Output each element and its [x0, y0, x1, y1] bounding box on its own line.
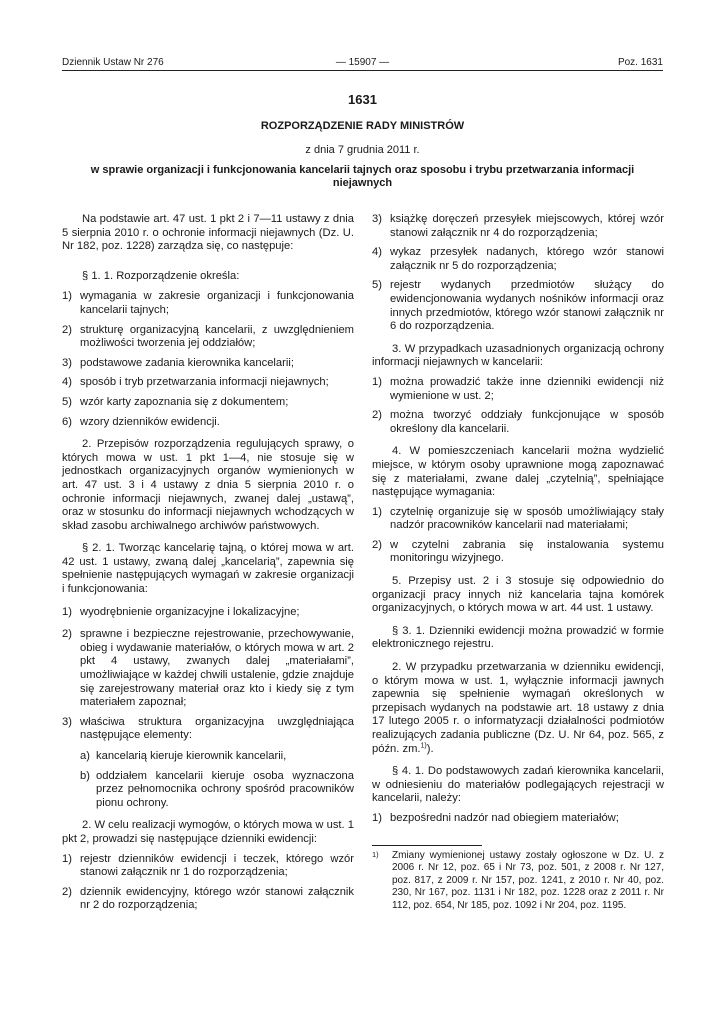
list-item: 4) sposób i tryb przetwarzania informacji niejawnych; [62, 376, 329, 389]
list-item: 2) w czytelni zabrania się instalowania systemu monitoringu wizyjnego. [372, 538, 664, 565]
journal-name: Dziennik Ustaw Nr 276 [62, 57, 164, 68]
footnote [372, 850, 664, 913]
list-item: 6) wzory dzienników ewidencji. [62, 415, 220, 428]
preamble: Na podstawie art. 47 ust. 1 pkt 2 i 7—11 ustawy z dnia 5 sierpnia 2010 r. o ochronie informacji niejawnych (Dz. U. Nr 182, poz. 1228) zarządza się, co następuje: [62, 213, 354, 253]
list-item: 1) wyodrębnienie organizacyjne i lokalizacyjne; [62, 605, 300, 618]
act-number: 1631 [348, 92, 377, 107]
list-item: 3) właściwa struktura organizacyjna uwzględniająca następujące elementy: [62, 715, 354, 742]
right-column [372, 213, 664, 913]
sub-list-item: b) oddziałem kancelarii kieruje osoba wyznaczona przez pełnomocnika ochrony spośród pracowników pionu ochrony. [80, 769, 354, 809]
list-item: 1) wymagania w zakresie organizacji i funkcjonowania kancelarii tajnych; [62, 290, 354, 316]
section-2-paragraph-3: 3. W przypadkach uzasadnionych organizacją ochrony informacji niejawnych w kancelarii: [372, 342, 664, 369]
position-number: Poz. 1631 [617, 57, 663, 68]
section-1-intro: § 1. 1. Rozporządzenie określa: [82, 269, 240, 282]
section-1-paragraph-2: 2. Przepisów rozporządzenia regulujących sprawy, o których mowa w ust. 1 pkt 1—4, nie stosuje się w jednostkach organizacyjnych organów wymienionych w art. 47 ust. 3 i 4 ustawy z dnia 5 sierpnia 2010 r. o ochronie informacji niejawnych, zwanej dalej „ustawą”, oraz w stosunku do informacji niejawnych wchodzących w skład zasobu archiwalnego archiwów państwowych. [62, 438, 354, 532]
footnote-number: 1) [372, 849, 379, 859]
section-2-paragraph-4: 4. W pomieszczeniach kancelarii można wydzielić miejsce, w którym osoby uprawnione mogą zapoznawać się z materiałami, zwane dalej „czytelnią”, spełniające następujące wymagania: [372, 445, 664, 499]
sub-list-item: a) kancelarią kieruje kierownik kancelarii, [80, 750, 287, 762]
act-title-block [62, 92, 663, 190]
section-4-intro: § 4. 1. Do podstawowych zadań kierownika kancelarii, w odniesieniu do materiałów podlegających rejestracji w kancelarii, należy: [372, 765, 664, 805]
footnote-reference: 1) [420, 741, 427, 749]
section-2-paragraph-5: 5. Przepisy ust. 2 i 3 stosuje się odpowiednio do organizacji pracy innych niż kancelaria tajna komórek organizacyjnych, o których mowa w art. 44 ust. 1 ustawy. [372, 575, 664, 615]
section-2-paragraph-2: 2. W celu realizacji wymogów, o których mowa w ust. 1 pkt 2, prowadzi się następujące dzienniki ewidencji: [62, 819, 354, 845]
list-item: 1) można prowadzić także inne dzienniki ewidencji niż wymienione w ust. 2; [372, 375, 664, 402]
footnote-text: Zmiany wymienionej ustawy zostały ogłoszone w Dz. U. z 2006 r. Nr 12, poz. 65 i Nr 73, poz. 501, z 2008 r. Nr 127, poz. 817, z 2009 r. Nr 157, poz. 1241, z 2010 r. Nr 40, poz. 230, Nr 167, poz. 1131 i Nr 182, poz. 1228 oraz z 2011 r. Nr 112, poz. 654, Nr 185, poz. 1092 i Nr 204, poz. 1195. [392, 849, 664, 911]
list-item: 2) strukturę organizacyjną kancelarii, z uwzględnieniem możliwości tworzenia jej oddziałów; [62, 323, 354, 350]
list-item: 5) wzór karty zapoznania się z dokumentem; [62, 395, 289, 408]
list-item: 3) podstawowe zadania kierownika kancelarii; [62, 356, 294, 369]
section-3-paragraph-2: 2. W przypadku przetwarzania w dzienniku ewidencji, o którym mowa w ust. 1, wyłącznie informacji jawnych zapewnia się spełnienie wymagań określonych w przepisach wydanych na podstawie art. 18 ustawy z dnia 17 lutego 2005 r. o informatyzacji działalności podmiotów realizujących zadania publiczne (Dz. U. Nr 64, poz. 565, z późn. zm.$^{1)}$). [372, 661, 664, 755]
footnote-separator [372, 845, 482, 846]
act-subject: w sprawie organizacji i funkcjonowania kancelarii tajnych oraz sposobu i trybu przetwarzania informacji niejawnych [90, 164, 635, 190]
list-item: 1) czytelnię organizuje się w sposób umożliwiający stały nadzór pracowników kancelarii nad materiałami; [372, 505, 664, 532]
list-item: 4) wykaz przesyłek nadanych, którego wzór stanowi załącznik nr 5 do rozporządzenia; [372, 246, 664, 272]
list-item: 2) sprawne i bezpieczne rejestrowanie, przechowywanie, obieg i wydawanie materiałów, o których mowa w art. 2 pkt 4 ustawy, zwanych dalej „materiałami”, umożliwiające w każdej chwili ustalenie, gdzie znajduje się zarejestrowany materiał oraz kto i kiedy się z tym materiałem zapoznał; [62, 628, 354, 709]
act-type: ROZPORZĄDZENIE RADY MINISTRÓW [260, 120, 465, 132]
left-column [62, 213, 354, 913]
section-2-intro: § 2. 1. Tworząc kancelarię tajną, o której mowa w art. 42 ust. 1 ustawy, zwaną dalej „kancelarią”, zapewnia się spełnienie następujących wymagań w zakresie organizacji i funkcjonowania: [62, 542, 354, 596]
list-item: 1) rejestr dzienników ewidencji i teczek, którego wzór stanowi załącznik nr 1 do rozporządzenia; [62, 852, 354, 879]
list-item: 3) książkę doręczeń przesyłek miejscowych, której wzór stanowi załącznik nr 4 do rozporządzenia; [372, 213, 664, 239]
list-item: 2) można tworzyć oddziały funkcjonujące w sposób określony dla kancelarii. [372, 409, 664, 435]
list-item: 1) bezpośredni nadzór nad obiegiem materiałów; [372, 811, 619, 824]
list-item: 5) rejestr wydanych przedmiotów służący do ewidencjonowania wydanych nośników informacji oraz innych przedmiotów, którego wzór stanowi załącznik nr 6 do rozporządzenia. [372, 279, 664, 333]
list-item: 2) dziennik ewidencyjny, którego wzór stanowi załącznik nr 2 do rozporządzenia; [62, 885, 354, 912]
running-header [62, 56, 663, 71]
act-date: z dnia 7 grudnia 2011 r. [305, 143, 420, 156]
page-number: — 15907 — [335, 57, 390, 68]
section-3-paragraph-1: § 3. 1. Dzienniki ewidencji można prowadzić w formie elektronicznego rejestru. [372, 624, 664, 651]
